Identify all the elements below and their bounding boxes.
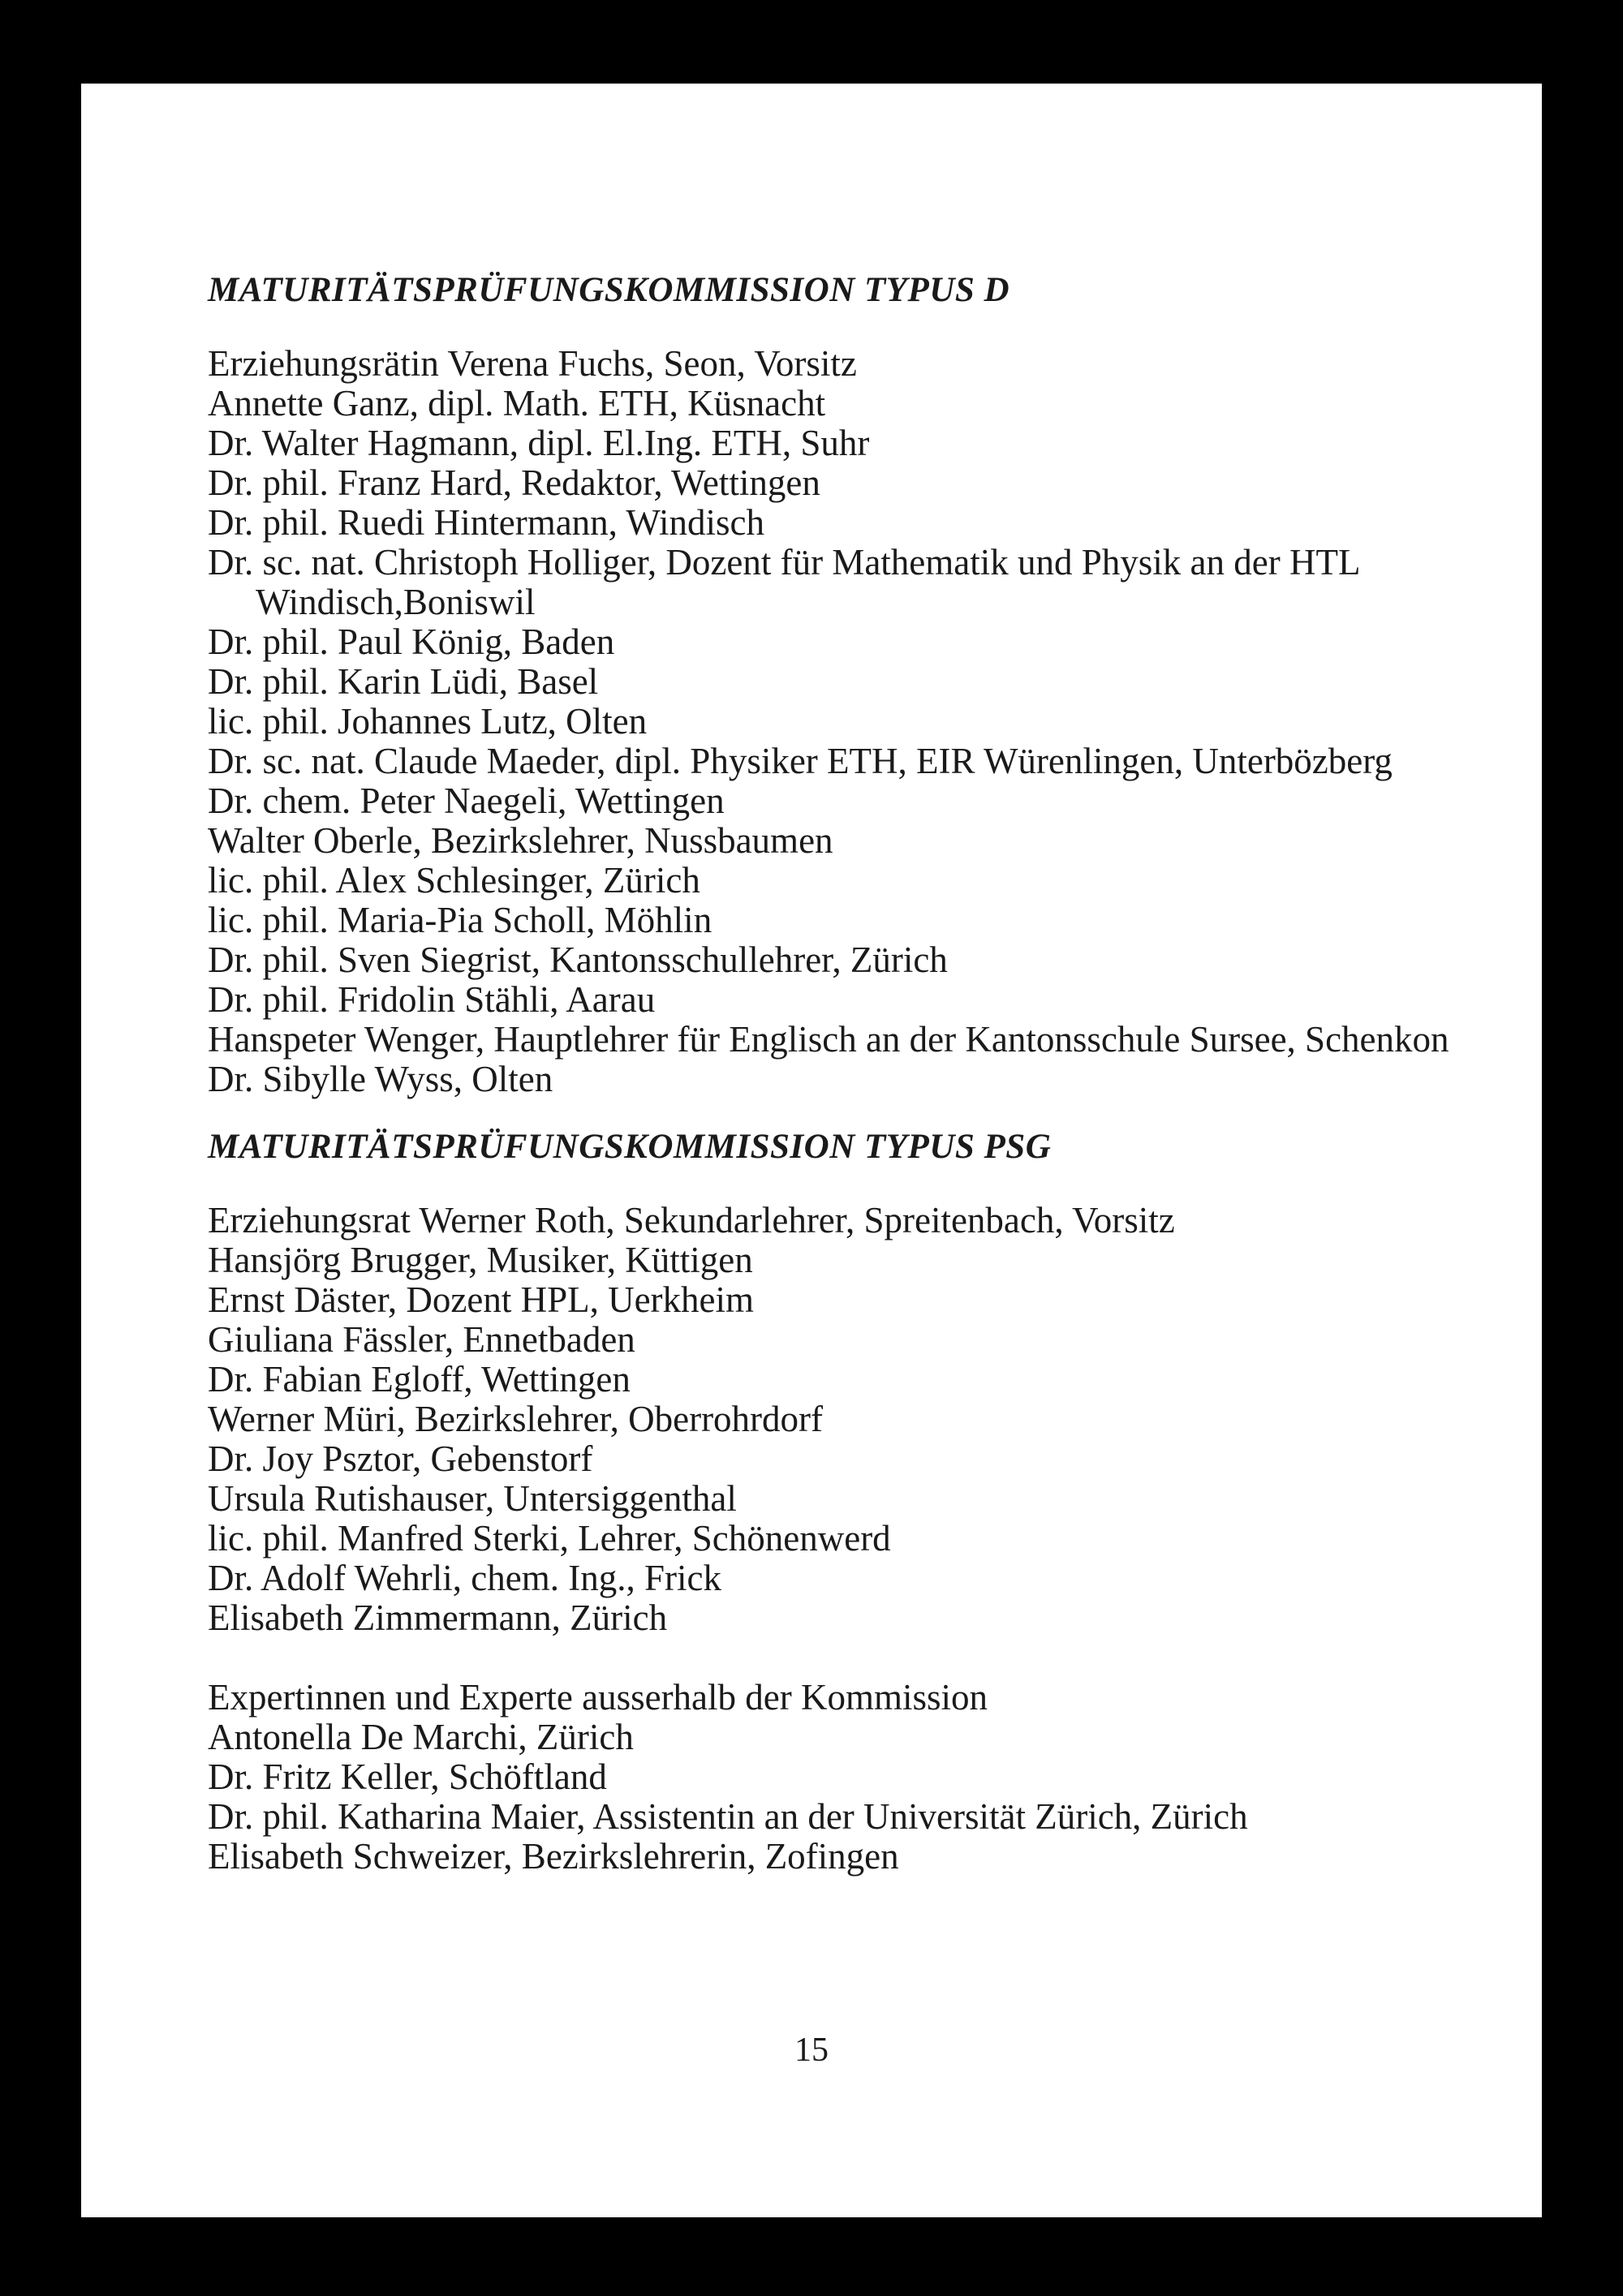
experts-list bbox=[208, 1718, 1522, 1877]
list-item: Dr. Walter Hagmann, dipl. El.Ing. ETH, Suhr bbox=[208, 423, 870, 463]
section-spacer bbox=[208, 1638, 1522, 1678]
list-item: Dr. sc. nat. Claude Maeder, dipl. Physiker ETH, EIR Würenlingen, Unterbözberg bbox=[208, 741, 1393, 781]
list-item: Dr. Fabian Egloff, Wettingen bbox=[208, 1359, 631, 1400]
list-item: Dr. phil. Katharina Maier, Assistentin an der Universität Zürich, Zürich bbox=[208, 1796, 1248, 1837]
document-page bbox=[81, 84, 1542, 2217]
list-item: Annette Ganz, dipl. Math. ETH, Küsnacht bbox=[208, 383, 826, 424]
list-item: Elisabeth Zimmermann, Zürich bbox=[208, 1597, 668, 1638]
list-item: Ursula Rutishauser, Untersiggenthal bbox=[208, 1478, 737, 1519]
list-item: lic. phil. Johannes Lutz, Olten bbox=[208, 701, 648, 742]
list-item: Dr. phil. Franz Hard, Redaktor, Wettingen bbox=[208, 462, 820, 503]
list-item: Dr. phil. Karin Lüdi, Basel bbox=[208, 661, 599, 702]
list-item: Werner Müri, Bezirkslehrer, Oberrohrdorf bbox=[208, 1399, 824, 1439]
member-list-typus-psg bbox=[208, 1201, 1522, 1638]
list-item: Dr. sc. nat. Christoph Holliger, Dozent für Mathematik und Physik an der HTL Windisch,Boniswil bbox=[208, 542, 1359, 622]
section-heading-typus-d: MATURITÄTSPRÜFUNGSKOMMISSION TYPUS D bbox=[208, 271, 1010, 309]
list-item: lic. phil. Manfred Sterki, Lehrer, Schönenwerd bbox=[208, 1518, 891, 1559]
list-item: Dr. phil. Ruedi Hintermann, Windisch bbox=[208, 502, 765, 543]
list-item: Dr. Joy Psztor, Gebenstorf bbox=[208, 1438, 593, 1479]
list-item: lic. phil. Maria-Pia Scholl, Möhlin bbox=[208, 900, 712, 940]
list-item: Walter Oberle, Bezirkslehrer, Nussbaumen bbox=[208, 820, 833, 861]
page-number: 15 bbox=[794, 2032, 829, 2069]
list-item: Dr. Adolf Wehrli, chem. Ing., Frick bbox=[208, 1558, 721, 1598]
experts-title: Expertinnen und Experte ausserhalb der Kommission bbox=[208, 1677, 988, 1718]
list-item: Dr. chem. Peter Naegeli, Wettingen bbox=[208, 780, 725, 821]
list-item: Ernst Däster, Dozent HPL, Uerkheim bbox=[208, 1279, 755, 1320]
list-item: Dr. phil. Paul König, Baden bbox=[208, 621, 615, 662]
member-list-typus-d bbox=[208, 344, 1522, 1099]
list-item: Dr. phil. Fridolin Stähli, Aarau bbox=[208, 979, 656, 1020]
list-item: Elisabeth Schweizer, Bezirkslehrerin, Zofingen bbox=[208, 1836, 899, 1877]
list-item: Dr. phil. Sven Siegrist, Kantonsschullehrer, Zürich bbox=[208, 939, 948, 980]
list-item: Erziehungsrätin Verena Fuchs, Seon, Vorsitz bbox=[208, 343, 857, 384]
list-item: Antonella De Marchi, Zürich bbox=[208, 1717, 634, 1757]
list-item: Dr. Sibylle Wyss, Olten bbox=[208, 1059, 553, 1099]
list-item: lic. phil. Alex Schlesinger, Zürich bbox=[208, 860, 700, 901]
section-heading-typus-psg: MATURITÄTSPRÜFUNGSKOMMISSION TYPUS PSG bbox=[208, 1128, 1052, 1166]
list-item: Hanspeter Wenger, Hauptlehrer für Englisch an der Kantonsschule Sursee, Schenkon bbox=[208, 1019, 1449, 1060]
list-item: Dr. Fritz Keller, Schöftland bbox=[208, 1756, 607, 1797]
list-item: Erziehungsrat Werner Roth, Sekundarlehrer, Spreitenbach, Vorsitz bbox=[208, 1200, 1175, 1240]
list-item: Hansjörg Brugger, Musiker, Küttigen bbox=[208, 1240, 753, 1280]
list-item: Giuliana Fässler, Ennetbaden bbox=[208, 1319, 635, 1360]
document-content bbox=[208, 270, 1522, 1877]
